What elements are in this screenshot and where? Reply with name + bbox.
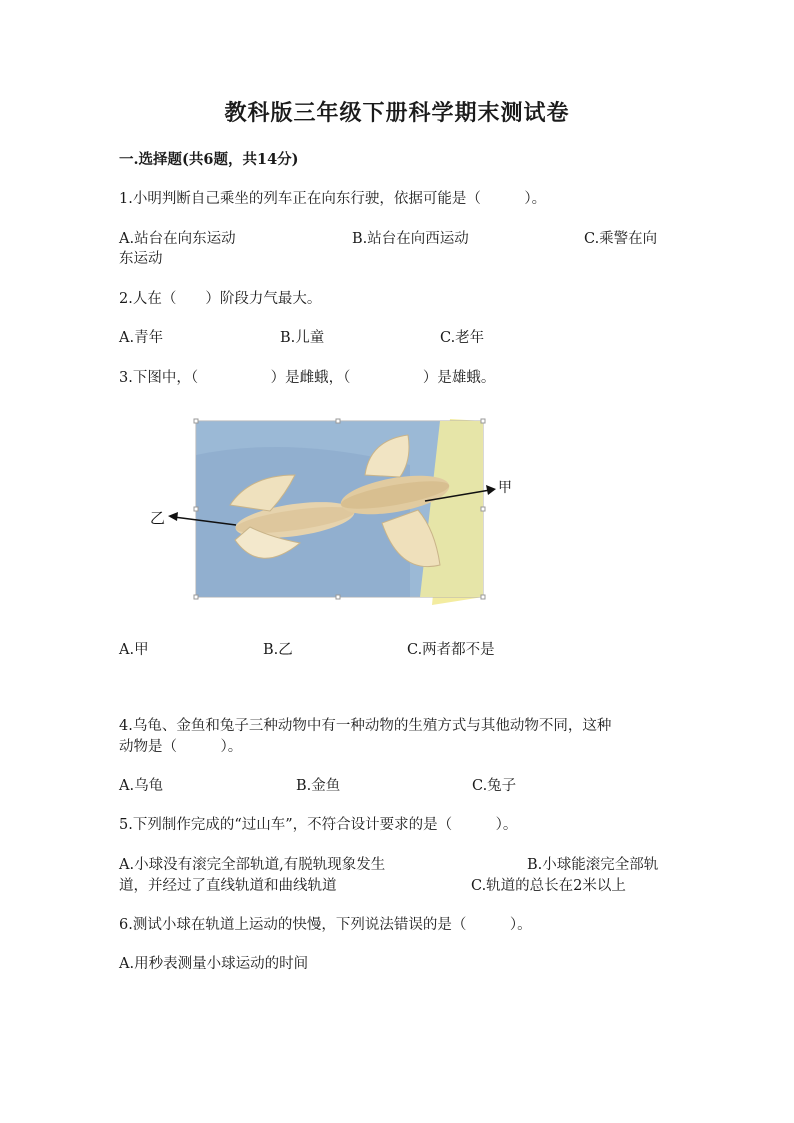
question-2-option-b: B.儿童 [280,330,325,346]
question-4-option-b: B.金鱼 [296,778,341,794]
question-5-stem: 5.下列制作完成的“过山车”，不符合设计要求的是（ ）。 [119,817,518,833]
question-3-option-a: A.甲 [119,642,149,658]
question-5-option-b-continued: 道，并经过了直线轨道和曲线轨道 [119,878,337,894]
question-6-stem: 6.测试小球在轨道上运动的快慢，下列说法错误的是（ ）。 [119,917,532,933]
question-3-option-b: B.乙 [263,642,293,658]
question-4-option-a: A.乌龟 [119,778,164,794]
question-5-option-b: B.小球能滚完全部轨 [527,857,659,873]
label-jia: 甲 [498,480,512,496]
question-2-stem: 2.人在（ ）阶段力气最大。 [119,291,322,307]
question-6-option-a: A.用秒表测量小球运动的时间 [119,956,309,972]
question-3-stem: 3.下图中，（ ）是雌蛾，（ ）是雄蛾。 [119,370,496,386]
question-4-stem-line-1: 4.乌龟、金鱼和兔子三种动物中有一种动物的生殖方式与其他动物不同，这种 [119,718,612,734]
question-4-stem-line-2: 动物是（ ）。 [119,739,243,755]
question-1-option-c-continued: 东运动 [119,251,163,267]
label-yi: 乙 [150,509,166,527]
question-3-option-c: C.两者都不是 [407,642,495,658]
question-1-stem: 1.小明判断自己乘坐的列车正在向东行驶，依据可能是（ ）。 [119,191,547,207]
question-2-option-c: C.老年 [440,330,485,346]
question-1-option-c: C.乘警在向 [584,231,658,247]
question-1-option-b: B.站台在向西运动 [352,231,469,247]
silkworm-moth-photo [150,415,520,605]
question-4-option-c: C.兔子 [472,778,517,794]
page-title: 教科版三年级下册科学期末测试卷 [224,100,570,126]
question-2-option-a: A.青年 [119,330,164,346]
question-5-option-c: C.轨道的总长在2米以上 [471,878,626,894]
moth-figure-svg [150,415,520,605]
section-heading: 一.选择题(共6题，共14分) [119,151,299,168]
question-1-option-a: A.站台在向东运动 [119,231,236,247]
question-5-option-a: A.小球没有滚完全部轨道,有脱轨现象发生 [119,857,386,873]
